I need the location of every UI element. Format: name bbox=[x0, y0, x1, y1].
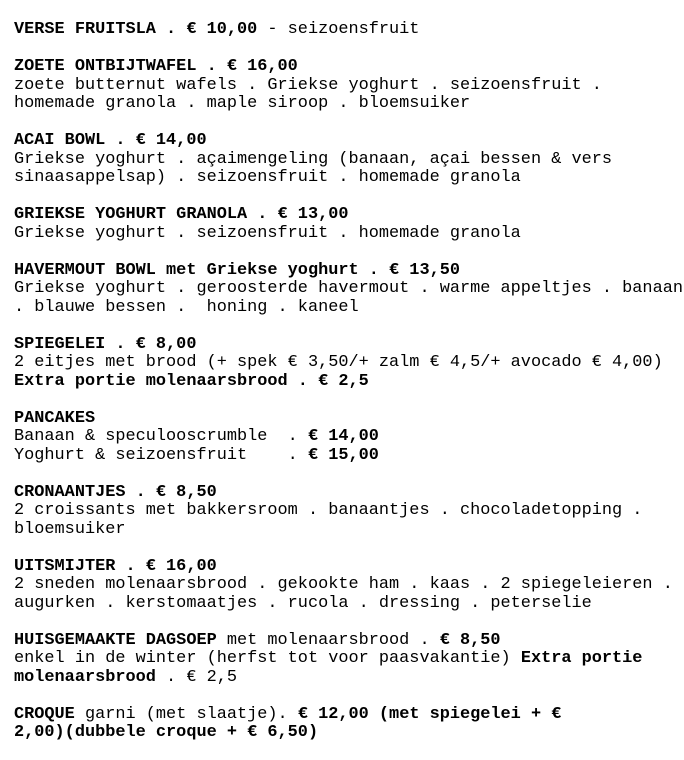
menu-text-segment: 2,00)(dubbele croque + € 6,50) bbox=[14, 723, 319, 742]
menu-line bbox=[14, 225, 682, 244]
menu-text-segment: sinaasappelsap) . seizoensfruit . homemade granola bbox=[14, 168, 521, 187]
menu-item bbox=[14, 262, 682, 318]
menu-text-segment: enkel in de winter (herfst tot voor paasvakantie) bbox=[14, 649, 521, 668]
menu-text-segment: SPIEGELEI . € 8,00 bbox=[14, 334, 197, 354]
menu-text-segment: CROQUE bbox=[14, 704, 75, 724]
menu-text-segment: augurken . kerstomaatjes . rucola . dressing . peterselie bbox=[14, 593, 592, 613]
menu-text-segment: met molenaarsbrood . bbox=[216, 630, 440, 650]
menu-text-segment: homemade granola . maple siroop . bloemsuiker bbox=[14, 94, 471, 113]
menu-line bbox=[14, 706, 682, 725]
menu-text-segment: 2 eitjes met brood (+ spek € 3,50/+ zalm € 4,5/+ avocado € 4,00) bbox=[14, 353, 663, 372]
menu-text-segment: Extra portie molenaarsbrood . € 2,5 bbox=[14, 371, 369, 391]
menu-line bbox=[14, 410, 682, 429]
menu-line bbox=[14, 373, 682, 392]
menu-text-segment: Griekse yoghurt . açaimengeling (banaan, açai bessen & vers bbox=[14, 149, 613, 169]
menu-text-segment: HAVERMOUT BOWL met Griekse yoghurt . € 13,50 bbox=[14, 260, 460, 280]
menu-text-segment: PANCAKES bbox=[14, 408, 96, 428]
menu-text-segment: ACAI BOWL . € 14,00 bbox=[14, 131, 207, 150]
menu-item bbox=[14, 336, 682, 392]
menu-line bbox=[14, 521, 682, 540]
menu-text-segment: Griekse yoghurt . seizoensfruit . homemade granola bbox=[14, 223, 521, 243]
menu-line bbox=[14, 132, 682, 151]
menu-text-segment: . blauwe bessen . honing . kaneel bbox=[14, 297, 359, 317]
menu-line bbox=[14, 151, 682, 170]
menu-line bbox=[14, 724, 682, 743]
menu-text-segment: garni (met slaatje). bbox=[74, 704, 298, 724]
menu-text-segment: Extra portie bbox=[520, 649, 643, 668]
menu-line bbox=[14, 58, 682, 77]
menu-text-segment: HUISGEMAAKTE DAGSOEP bbox=[14, 630, 217, 650]
menu-line bbox=[14, 169, 682, 188]
menu-line bbox=[14, 428, 682, 447]
menu-text-segment: molenaarsbrood bbox=[14, 667, 156, 687]
menu-text-segment: € 14,00 bbox=[307, 427, 379, 446]
menu-items-container bbox=[14, 21, 682, 743]
menu-line bbox=[14, 299, 682, 318]
menu-line bbox=[14, 502, 682, 521]
menu-line bbox=[14, 77, 682, 96]
menu-item bbox=[14, 132, 682, 188]
menu-line bbox=[14, 447, 682, 466]
menu-line bbox=[14, 206, 682, 225]
menu-text-segment: € 8,50 bbox=[439, 630, 501, 650]
menu-text-segment: bloemsuiker bbox=[14, 519, 126, 539]
menu-item bbox=[14, 706, 682, 743]
menu-text-segment: . € 2,5 bbox=[155, 667, 237, 687]
menu-text-segment: - seizoensfruit bbox=[257, 20, 420, 39]
menu-line bbox=[14, 336, 682, 355]
menu-line bbox=[14, 558, 682, 577]
menu-text-segment: Banaan & speculooscrumble . bbox=[14, 427, 308, 446]
menu-item bbox=[14, 558, 682, 614]
menu-text-segment: Yoghurt & seizoensfruit . bbox=[14, 445, 308, 465]
menu-text-segment: GRIEKSE YOGHURT GRANOLA . € 13,00 bbox=[14, 205, 349, 224]
menu-line bbox=[14, 262, 682, 281]
menu-item bbox=[14, 410, 682, 466]
menu-line bbox=[14, 95, 682, 114]
menu-text-segment: 2 croissants met bakkersroom . banaantjes . chocoladetopping . bbox=[14, 501, 643, 520]
menu-text-segment: € 15,00 bbox=[307, 445, 379, 465]
menu-text-segment: Griekse yoghurt . geroosterde havermout . warme appeltjes . banaan bbox=[14, 279, 683, 298]
menu-line bbox=[14, 632, 682, 651]
menu-line bbox=[14, 354, 682, 373]
menu-item bbox=[14, 21, 682, 40]
menu-text-segment: € 12,00 (met spiegelei + € bbox=[297, 704, 562, 724]
menu-line bbox=[14, 484, 682, 503]
menu-text-segment: zoete butternut wafels . Griekse yoghurt . seizoensfruit . bbox=[14, 75, 602, 95]
menu-text-segment: CRONAANTJES . € 8,50 bbox=[14, 482, 217, 502]
menu-text-segment: UITSMIJTER . € 16,00 bbox=[14, 556, 217, 576]
menu-line bbox=[14, 669, 682, 688]
menu-item bbox=[14, 58, 682, 114]
menu-text-segment: ZOETE ONTBIJTWAFEL . € 16,00 bbox=[14, 57, 298, 76]
menu-item bbox=[14, 206, 682, 243]
menu-line bbox=[14, 576, 682, 595]
menu-item bbox=[14, 484, 682, 540]
menu-line bbox=[14, 595, 682, 614]
menu-item bbox=[14, 632, 682, 688]
menu-line bbox=[14, 650, 682, 669]
menu-text-segment: VERSE FRUITSLA . € 10,00 bbox=[14, 20, 258, 39]
menu-line bbox=[14, 21, 682, 40]
menu-line bbox=[14, 280, 682, 299]
menu-text-segment: 2 sneden molenaarsbrood . gekookte ham . kaas . 2 spiegeleieren . bbox=[14, 575, 673, 594]
